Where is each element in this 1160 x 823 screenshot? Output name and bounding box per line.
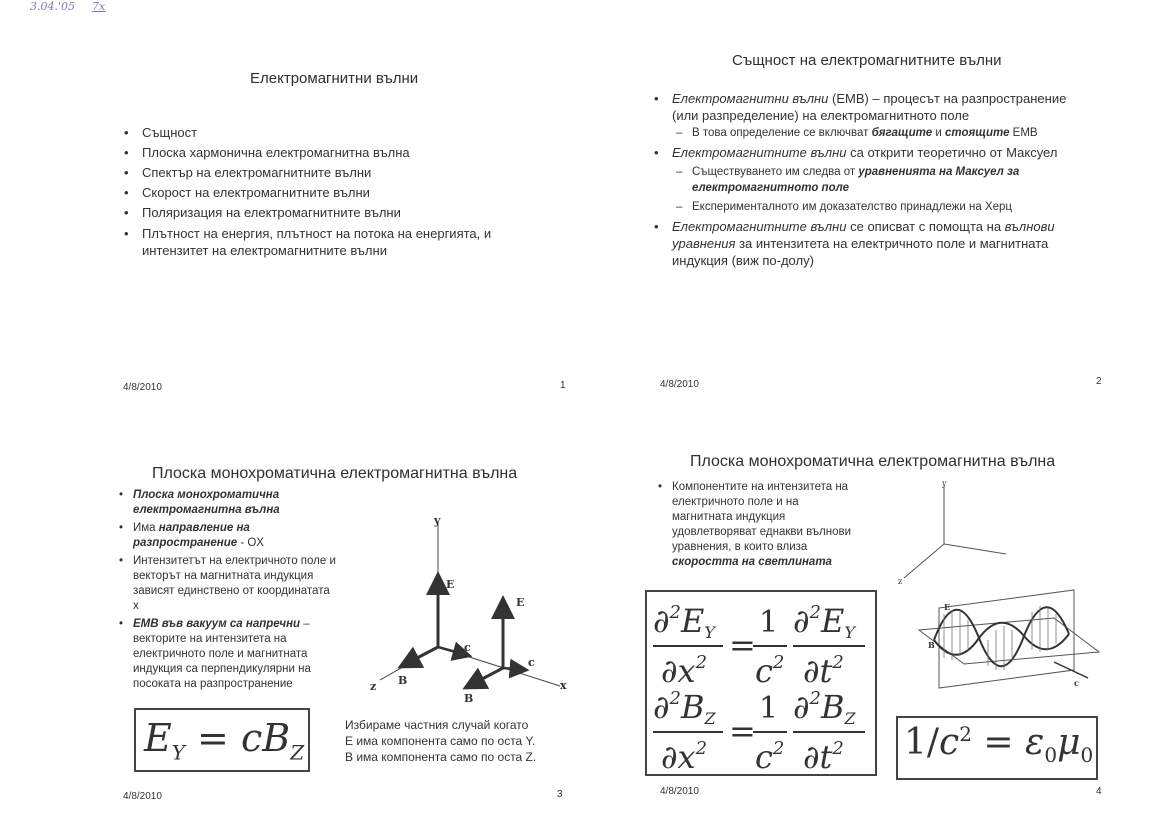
svg-text:1 <box>759 605 778 640</box>
emphasis: направление на разпространение <box>133 522 250 549</box>
text: за интензитета на електричното поле и магнитната индукция (виж по-долу) <box>672 236 1049 268</box>
slide-2-title: Същност на електромагнитните вълни <box>732 52 1002 69</box>
c: c <box>939 722 960 763</box>
y-label: y <box>434 514 441 527</box>
numerator: 1/ <box>904 722 940 763</box>
exp: 2 <box>669 688 681 709</box>
list-item <box>652 480 852 570</box>
exp: 2 <box>669 602 681 623</box>
list-item: • Скорост на електромагнитните вълни <box>118 183 538 203</box>
partial: ∂ <box>653 688 670 726</box>
c-label-2: c <box>528 656 535 669</box>
svg-text:= <box>729 626 756 664</box>
wave-equations-box <box>645 590 877 776</box>
sub: 0 <box>1080 743 1094 768</box>
svg-text:1 <box>759 691 778 726</box>
emphasis: уравненията на Максуел за електромагнитното поле <box>692 166 1020 194</box>
one: 1 <box>759 691 779 726</box>
text: ЕМВ <box>1009 127 1038 139</box>
text: са открити теоретично от Максуел <box>846 145 1058 160</box>
svg-text:∂2EY <box>653 602 716 642</box>
e-label: E <box>944 602 951 612</box>
svg-text:∂x2 <box>661 652 707 690</box>
exp: 2 <box>695 738 708 759</box>
field: E <box>681 602 705 640</box>
svg-text:∂t2 <box>803 738 844 776</box>
em-wave-illustration <box>914 590 1104 700</box>
equals: = <box>729 712 756 750</box>
dx: ∂x <box>661 652 696 690</box>
epsilon: ε <box>1025 722 1045 763</box>
lhs: E <box>144 716 172 760</box>
list-item: • Плътност на енергия, плътност на потока на енергията, и интензитет на електромагнитните вълни <box>118 225 538 259</box>
mu: μ <box>1057 722 1081 763</box>
slide-3-title: Плоска монохроматична електромагнитна вълна <box>152 465 518 482</box>
text: Има <box>133 522 159 534</box>
svg-text:c2 <box>755 652 784 690</box>
handwritten-mark: 7x <box>92 0 106 13</box>
z-axis <box>904 544 944 578</box>
b-wave <box>934 623 1069 655</box>
exp: 2 <box>809 688 821 709</box>
handwritten-date: 3.04.'05 <box>30 0 76 13</box>
note-line: E има компонента само по оста Y. <box>345 734 536 748</box>
lhs-subscript: Y <box>171 740 185 765</box>
term: Електромагнитните вълни <box>672 145 847 160</box>
emphasis: скоростта на светлината <box>672 556 832 568</box>
slide-1-title: Електромагнитни вълни <box>250 70 419 87</box>
c-label: c <box>1074 678 1079 688</box>
list-item: • Същност <box>118 123 538 143</box>
y-label: y <box>942 479 947 488</box>
exp: 2 <box>772 738 785 759</box>
e-label: E <box>446 578 455 591</box>
text: Интензитетът на електричното поле и векторът на магнитната индукция зависят единствено от координатата x <box>133 555 336 612</box>
list-item: • Плоска хармонична електромагнитна вълна <box>118 143 538 163</box>
sub: Y <box>844 623 855 642</box>
slide-2-page-number: 2 <box>1096 376 1102 387</box>
rhs: cB <box>240 716 291 760</box>
e-wave <box>934 607 1069 666</box>
term: Електромагнитни вълни <box>672 91 829 106</box>
rhs-subscript: Z <box>290 740 305 765</box>
svg-text:∂2BZ <box>793 688 857 728</box>
text: се описват с помощта на <box>846 219 1005 234</box>
field: E <box>821 602 845 640</box>
wave-equations <box>647 592 875 774</box>
equals: = <box>729 626 756 664</box>
c-label: c <box>464 641 471 654</box>
z-label: z <box>898 577 903 586</box>
svg-text:∂2BZ <box>653 688 717 728</box>
svg-text:∂t2 <box>803 652 844 690</box>
relation-formula <box>904 722 1093 767</box>
exp: 2 <box>959 722 972 746</box>
sub: Z <box>844 709 856 728</box>
one: 1 <box>759 605 779 640</box>
text: – векторите на интензитета на електричното поле и магнитната индукция са перпендикулярни на посоката на разпространение <box>133 618 311 690</box>
c: c <box>755 652 773 690</box>
text: Съществуването им следва от <box>692 166 859 178</box>
e-label-2: E <box>516 596 525 609</box>
x-label: x <box>560 679 567 692</box>
svg-text:∂2EY <box>793 602 856 642</box>
e-plane <box>939 590 1074 688</box>
term: вълнови уравнения <box>672 219 1055 251</box>
slide-4-date: 4/8/2010 <box>660 786 699 797</box>
slide-3-date: 4/8/2010 <box>123 791 162 802</box>
slide-2-date: 4/8/2010 <box>660 379 699 390</box>
list-item: • Спектър на електромагнитните вълни <box>118 163 538 183</box>
slide-1-date: 4/8/2010 <box>123 382 162 393</box>
slide-1-page-number: 1 <box>560 380 566 391</box>
dt: ∂t <box>803 738 833 776</box>
exp: 2 <box>809 602 821 623</box>
slide-4-page-number: 4 <box>1096 786 1102 797</box>
propagation-arrow <box>1054 662 1088 678</box>
c: c <box>755 738 773 776</box>
b-label: B <box>928 640 935 650</box>
field: B <box>681 688 705 726</box>
dt: ∂t <box>803 652 833 690</box>
slide-3-page-number: 3 <box>557 789 563 800</box>
equals: = <box>197 716 229 760</box>
exp: 2 <box>772 652 785 673</box>
emphasis: Плоска монохроматична електромагнитна вълна <box>133 489 280 516</box>
relation-box <box>896 716 1098 780</box>
x-axis <box>944 544 1006 554</box>
emphasis: ЕМВ във вакуум са напречни <box>133 618 301 630</box>
svg-text:= <box>729 712 756 750</box>
term: Електромагнитните вълни <box>672 219 847 234</box>
b-label-2: B <box>464 692 474 705</box>
partial: ∂ <box>793 602 810 640</box>
emphasis: бягащите <box>871 127 933 139</box>
list-item: • Поляризация на електромагнитните вълни <box>118 203 538 223</box>
z-label: z <box>370 680 377 693</box>
svg-text:c2 <box>755 738 784 776</box>
field: B <box>821 688 845 726</box>
text: Експерименталното им доказателство принадлежи на Херц <box>692 201 1012 213</box>
dx: ∂x <box>661 738 696 776</box>
sub: Z <box>704 709 716 728</box>
slide-4-bullets <box>652 480 852 573</box>
partial: ∂ <box>793 688 810 726</box>
note-line: Избираме частния случай когато <box>345 718 529 732</box>
exp: 2 <box>695 652 708 673</box>
slide-4-title: Плоска монохроматична електромагнитна вълна <box>690 453 1056 470</box>
text: - OX <box>237 537 264 549</box>
exp: 2 <box>832 738 844 759</box>
text: и <box>932 127 945 139</box>
text: В това определение се включват <box>692 127 872 139</box>
sub: Y <box>704 623 715 642</box>
b-label: B <box>398 674 408 687</box>
text: (ЕМВ) – процесът на разпространение (или разпределение) на електромагнитното поле <box>672 91 1067 123</box>
svg-text:∂x2 <box>661 738 707 776</box>
text: Компонентите на интензитета на електричното поле и на магнитната индукция удовлетворяват еднакви вълнови уравнения, в които влиза <box>672 481 852 553</box>
exp: 2 <box>832 652 844 673</box>
emphasis: стоящите <box>944 127 1010 139</box>
equals: = <box>983 722 1014 763</box>
small-axes-diagram <box>894 478 1014 588</box>
sub: 0 <box>1044 743 1058 768</box>
note-line: B има компонента само по оста Z. <box>345 750 537 764</box>
partial: ∂ <box>653 602 670 640</box>
